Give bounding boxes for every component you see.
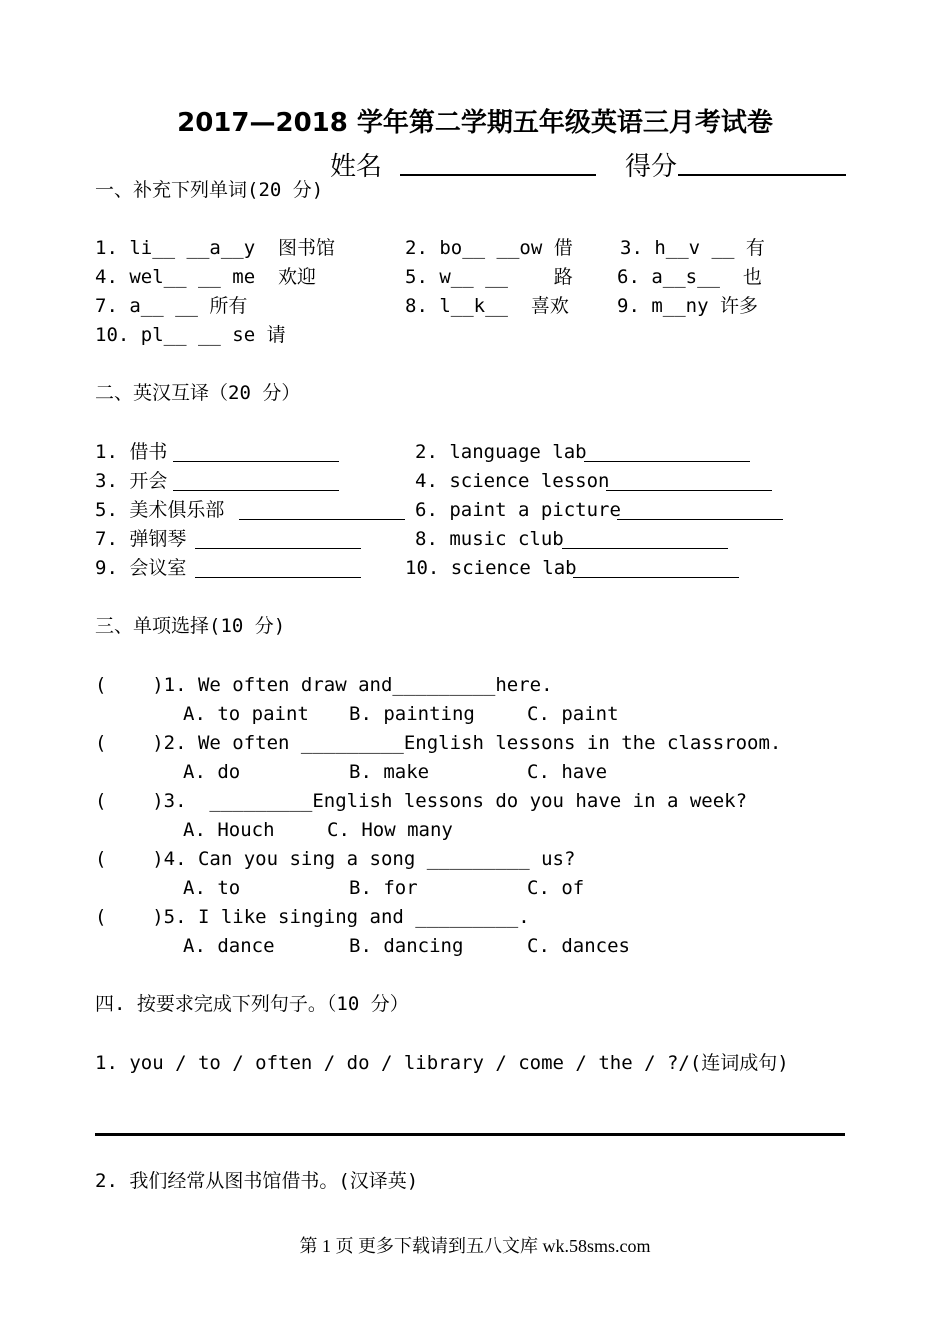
- question-stem: ( )5. I like singing and _________.: [95, 906, 530, 928]
- fill-item: 6. a__s__ 也: [617, 266, 762, 288]
- option[interactable]: C. How many: [327, 819, 453, 841]
- section1-heading: 一、补充下列单词(20 分): [95, 179, 324, 201]
- fill-item: 1. li__ __a__y 图书馆: [95, 237, 336, 259]
- score-label: 得分: [625, 152, 678, 182]
- section2-heading: 二、英汉互译（20 分）: [95, 382, 301, 404]
- answer-line[interactable]: [173, 461, 339, 462]
- question-stem: ( )2. We often _________English lessons in the classroom.: [95, 732, 782, 754]
- question-stem: ( )1. We often draw and_________here.: [95, 674, 553, 696]
- translate-item: 5. 美术俱乐部: [95, 499, 225, 521]
- sentence-task: 2. 我们经常从图书馆借书。(汉译英): [95, 1170, 419, 1192]
- option[interactable]: B. make: [349, 761, 430, 783]
- translate-item: 2. language lab: [415, 441, 587, 463]
- fill-item: 7. a__ __ 所有: [95, 295, 248, 317]
- option[interactable]: C. dances: [527, 935, 630, 957]
- answer-rule[interactable]: [95, 1133, 845, 1136]
- translate-item: 6. paint a picture: [415, 499, 621, 521]
- answer-line[interactable]: [195, 548, 361, 549]
- question-stem: ( )3. _________English lessons do you have in a week?: [95, 790, 748, 812]
- exam-title: 2017—2018 学年第二学期五年级英语三月考试卷: [177, 108, 773, 138]
- sentence-task: 1. you / to / often / do / library / come / the / ?/(连词成句): [95, 1052, 789, 1074]
- answer-line[interactable]: [239, 519, 405, 520]
- fill-item: 5. w__ __ 路: [405, 266, 573, 288]
- section4-heading: 四. 按要求完成下列句子。（10 分）: [95, 993, 409, 1015]
- fill-item: 9. m__ny 许多: [617, 295, 758, 317]
- translate-item: 4. science lesson: [415, 470, 610, 492]
- translate-item: 10. science lab: [405, 557, 577, 579]
- option[interactable]: B. for: [349, 877, 418, 899]
- option[interactable]: A. Houch: [183, 819, 275, 841]
- answer-line[interactable]: [584, 461, 750, 462]
- fill-item: 3. h__v __ 有: [620, 237, 765, 259]
- answer-line[interactable]: [195, 577, 361, 578]
- option[interactable]: A. do: [183, 761, 241, 783]
- fill-item: 10. pl__ __ se 请: [95, 324, 286, 346]
- translate-item: 9. 会议室: [95, 557, 187, 579]
- answer-line[interactable]: [173, 490, 339, 491]
- option[interactable]: A. dance: [183, 935, 275, 957]
- name-blank[interactable]: [400, 174, 596, 176]
- answer-line[interactable]: [562, 548, 728, 549]
- fill-item: 2. bo__ __ow 借: [405, 237, 573, 259]
- option[interactable]: A. to paint: [183, 703, 309, 725]
- option[interactable]: B. dancing: [349, 935, 464, 957]
- fill-item: 8. l__k__ 喜欢: [405, 295, 569, 317]
- answer-line[interactable]: [573, 577, 739, 578]
- section3-heading: 三、单项选择(10 分): [95, 615, 286, 637]
- question-stem: ( )4. Can you sing a song _________ us?: [95, 848, 576, 870]
- fill-item: 4. wel__ __ me 欢迎: [95, 266, 317, 288]
- translate-item: 1. 借书: [95, 441, 168, 463]
- answer-line[interactable]: [617, 519, 783, 520]
- option[interactable]: C. of: [527, 877, 585, 899]
- option[interactable]: A. to: [183, 877, 241, 899]
- answer-line[interactable]: [606, 490, 772, 491]
- translate-item: 3. 开会: [95, 470, 168, 492]
- page-footer: 第 1 页 更多下载请到五八文库 wk.58sms.com: [299, 1236, 651, 1256]
- option[interactable]: C. paint: [527, 703, 619, 725]
- score-blank[interactable]: [678, 174, 846, 176]
- option[interactable]: C. have: [527, 761, 608, 783]
- translate-item: 7. 弹钢琴: [95, 528, 187, 550]
- option[interactable]: B. painting: [349, 703, 475, 725]
- name-label: 姓名: [330, 152, 383, 182]
- translate-item: 8. music club: [415, 528, 564, 550]
